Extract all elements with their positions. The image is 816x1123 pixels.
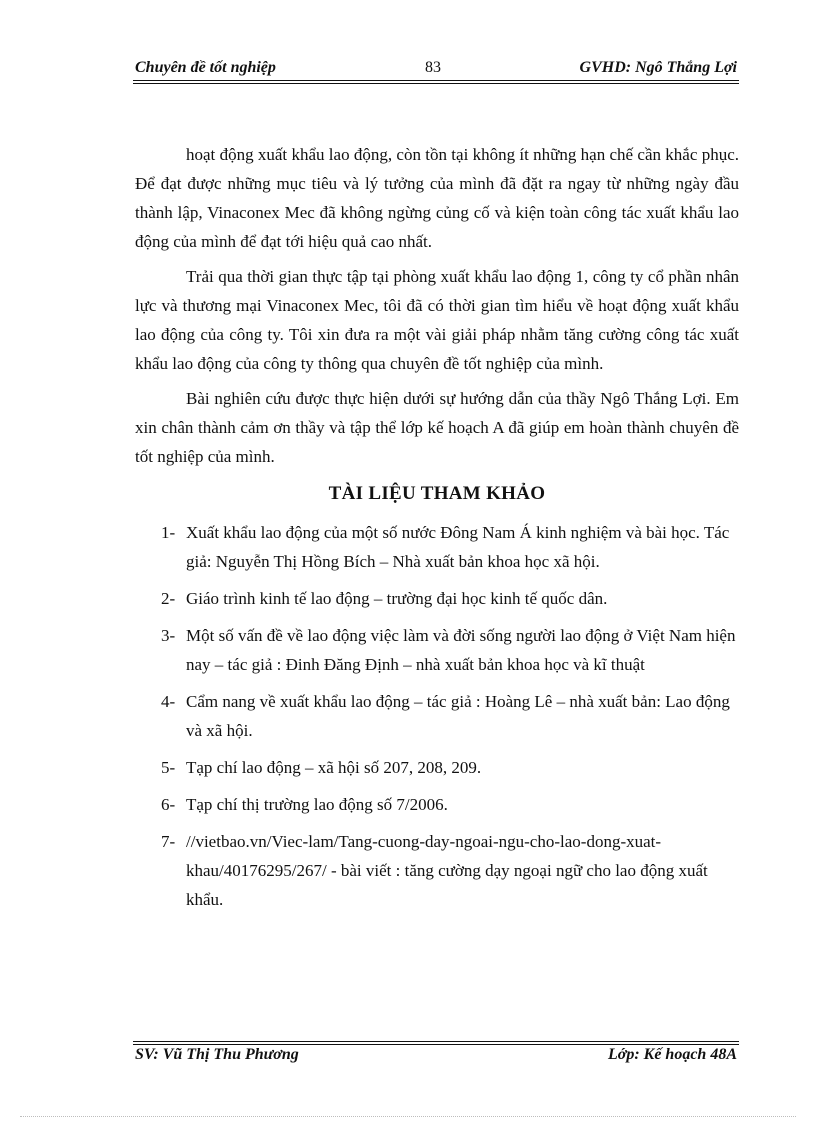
reference-number: 2- [161,589,176,608]
reference-number: 1- [161,523,176,542]
reference-text: Tạp chí lao động – xã hội số 207, 208, 209. [186,758,482,777]
reference-number: 3- [161,626,176,645]
reference-text: Giáo trình kinh tế lao động – trường đại học kinh tế quốc dân. [186,589,608,608]
reference-number: 5- [161,758,176,777]
page-footer [133,1046,739,1070]
page-header [133,57,739,81]
references-list [135,518,739,914]
paragraph: Bài nghiên cứu được thực hiện dưới sự hướng dẫn của thầy Ngô Thắng Lợi. Em xin chân thành cảm ơn thầy và tập thể lớp kế hoạch A đã giúp em hoàn thành chuyên đề tốt nghiệp của mình. [135,389,739,466]
footer-student-name: SV: Vũ Thị Thu Phương [135,1046,299,1063]
reference-item [135,621,739,679]
footer-class: Lớp: Kế hoạch 48A [607,1046,737,1063]
reference-number: 7- [161,832,176,851]
reference-item [135,584,739,613]
reference-item [135,753,739,782]
reference-text: Một số vấn đề về lao động việc làm và đời sống người lao động ở Việt Nam hiện nay – tác giả : Đinh Đăng Định – nhà xuất bản khoa học và kĩ thuật [186,626,736,674]
references-heading: TÀI LIỆU THAM KHẢO [328,483,546,504]
reference-item [135,687,739,745]
reference-number: 4- [161,692,176,711]
page-number: 83 [425,59,441,76]
paragraph: Trải qua thời gian thực tập tại phòng xuất khẩu lao động 1, công ty cổ phần nhân lực và thương mại Vinaconex Mec, tôi đã có thời gian tìm hiểu về hoạt động xuất khẩu lao động của công ty. Tôi xin đưa ra một vài giải pháp nhằm tăng cường công tác xuất khẩu lao động của công ty thông qua chuyên đề tốt nghiệp của mình. [135,267,739,373]
header-divider [133,80,739,84]
reference-item [135,827,739,914]
reference-text: Cẩm nang về xuất khẩu lao động – tác giả : Hoàng Lê – nhà xuất bản: Lao động và xã hội. [186,692,730,740]
page-bottom-edge [20,1116,796,1117]
paragraph: hoạt động xuất khẩu lao động, còn tồn tại không ít những hạn chế cần khắc phục. Để đạt được những mục tiêu và lý tưởng của mình đã đặt ra ngay từ những ngày đầu thành lập, Vinaconex Mec đã không ngừng củng cố và kiện toàn công tác xuất khẩu lao động của mình để đạt tới hiệu quả cao nhất. [135,145,739,251]
reference-number: 6- [161,795,176,814]
reference-item [135,790,739,819]
header-thesis-title: Chuyên đề tốt nghiệp [135,59,276,76]
page-body [135,140,739,922]
reference-item [135,518,739,576]
header-advisor: GVHD: Ngô Thắng Lợi [579,59,737,76]
reference-text: Xuất khẩu lao động của một số nước Đông Nam Á kinh nghiệm và bài học. Tác giả: Nguyễn Thị Hồng Bích – Nhà xuất bản khoa học xã hội. [186,523,730,571]
reference-text: //vietbao.vn/Viec-lam/Tang-cuong-day-ngoai-ngu-cho-lao-dong-xuat-khau/40176295/267/ - bài viết : tăng cường dạy ngoại ngữ cho lao động xuất khẩu. [186,832,708,909]
reference-text: Tạp chí thị trường lao động số 7/2006. [186,795,448,814]
footer-divider [133,1041,739,1045]
